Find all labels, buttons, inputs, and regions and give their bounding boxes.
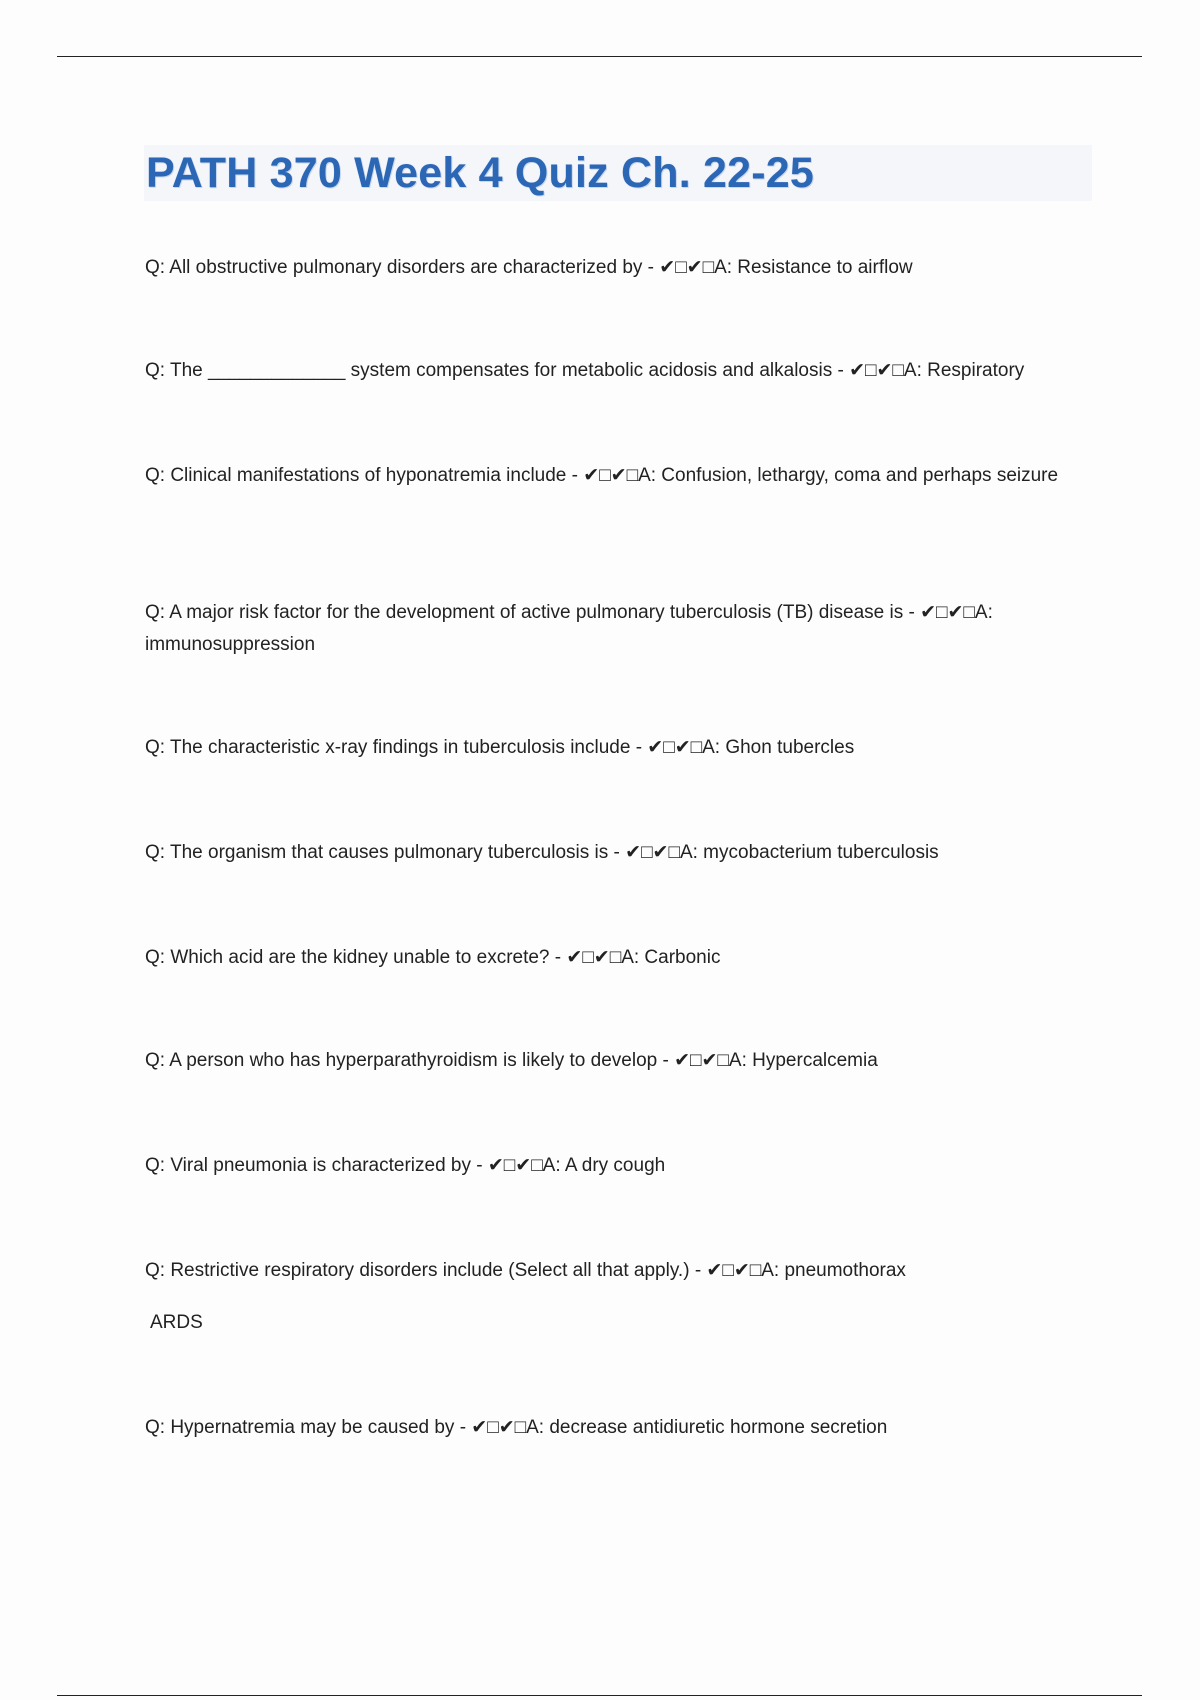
answer-text: A: Hypercalcemia (728, 1050, 878, 1071)
answer-text: A: decrease antidiuretic hormone secretion (526, 1417, 888, 1438)
qa-item-2 (145, 355, 1085, 387)
answer-marker: - ✔□✔□ (694, 1260, 762, 1281)
question-text: Q: Hypernatremia may be caused by (145, 1417, 455, 1438)
question-text: Q: Which acid are the kidney unable to excrete? (145, 947, 550, 968)
answer-text: A: Resistance to airflow (714, 257, 913, 278)
qa-item-9 (145, 1150, 1085, 1182)
qa-item-1 (145, 252, 1085, 284)
question-text: Q: The characteristic x-ray findings in tuberculosis include (145, 737, 631, 758)
answer-marker: - ✔□✔□ (908, 602, 975, 623)
title-band (144, 145, 1092, 201)
answer-marker: - ✔□✔□ (613, 842, 680, 863)
bottom-rule (57, 1695, 1142, 1696)
qa-item-3 (145, 460, 1085, 492)
answer-marker: - ✔□✔□ (554, 947, 622, 968)
document-title: PATH 370 Week 4 Quiz Ch. 22-25 (146, 148, 814, 197)
answer-text: A: A dry cough (542, 1155, 666, 1176)
answer-text: A: pneumothorax (761, 1260, 906, 1281)
qa-item-8 (145, 1045, 1085, 1077)
answer-marker: - ✔□✔□ (647, 257, 715, 278)
answer-text: A: Confusion, lethargy, coma and perhaps seizure (638, 465, 1059, 486)
answer-marker: - ✔□✔□ (571, 465, 639, 486)
question-text: Q: Viral pneumonia is characterized by (145, 1155, 471, 1176)
question-text: Q: A major risk factor for the development of active pulmonary tuberculosis (TB) disease is (145, 602, 904, 623)
question-text: Q: All obstructive pulmonary disorders are characterized by (145, 257, 643, 278)
qa-item-4 (145, 597, 1085, 661)
answer-text: A: mycobacterium tuberculosis (679, 842, 939, 863)
question-text: Q: Clinical manifestations of hyponatremia include (145, 465, 567, 486)
qa-item-6 (145, 837, 1085, 869)
qa-item-10 (145, 1255, 1085, 1287)
question-text: Q: The organism that causes pulmonary tuberculosis is (145, 842, 609, 863)
answer-marker: - ✔□✔□ (459, 1417, 527, 1438)
qa-item-7 (145, 942, 1085, 974)
answer-text: A: Ghon tubercles (702, 737, 855, 758)
answer-marker: - ✔□✔□ (662, 1050, 729, 1071)
qa-item-5 (145, 732, 1085, 764)
answer-marker: - ✔□✔□ (837, 360, 904, 381)
answer-marker: - ✔□✔□ (476, 1155, 543, 1176)
answer-text: A: Carbonic (621, 947, 721, 968)
answer-text: A: immunosuppression (145, 602, 993, 655)
top-rule (57, 56, 1142, 57)
answer-marker: - ✔□✔□ (635, 737, 703, 758)
answer-text: A: Respiratory (903, 360, 1025, 381)
question-text: Q: The _____________ system compensates for metabolic acidosis and alkalosis (145, 360, 833, 381)
question-text: Q: A person who has hyperparathyroidism is likely to develop (145, 1050, 658, 1071)
qa-item-11 (145, 1412, 1085, 1444)
qa-item-10-extra: ARDS (150, 1312, 203, 1333)
question-text: Q: Restrictive respiratory disorders include (Select all that apply.) (145, 1260, 690, 1281)
